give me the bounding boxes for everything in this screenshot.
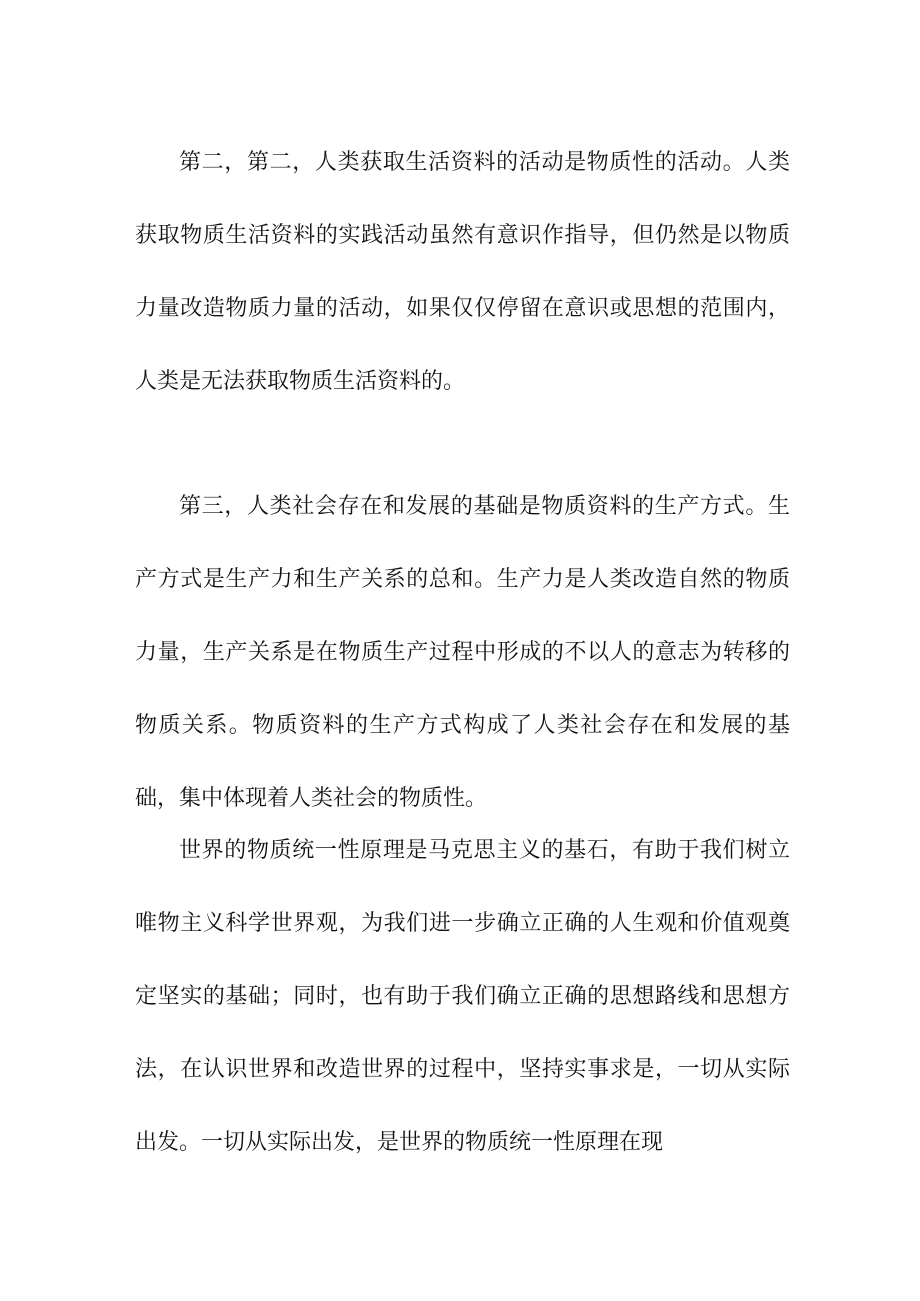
paragraph-second-point: 第二，第二，人类获取生活资料的活动是物质性的活动。人类获取物质生活资料的实践活动虽然有意识作指导，但仍然是以物质力量改造物质力量的活动，如果仅仅停留在意识或思想的范围内，人类是无法获取物质生活资料的。 bbox=[135, 150, 790, 394]
paragraph-material-unity-principle: 世界的物质统一性原理是马克思主义的基石，有助于我们树立唯物主义科学世界观，为我们进一步确立正确的人生观和价值观奠定坚实的基础；同时，也有助于我们确立正确的思想路线和思想方法，在认识世界和改造世界的过程中，坚持实事求是，一切从实际出发。一切从实际出发，是世界的物质统一性原理在现 bbox=[135, 838, 790, 1155]
paragraph-third-point: 第三，人类社会存在和发展的基础是物质资料的生产方式。生产方式是生产力和生产关系的总和。生产力是人类改造自然的物质力量，生产关系是在物质生产过程中形成的不以人的意志为转移的物质关系。物质资料的生产方式构成了人类社会存在和发展的基础，集中体现着人类社会的物质性。 bbox=[135, 494, 790, 811]
